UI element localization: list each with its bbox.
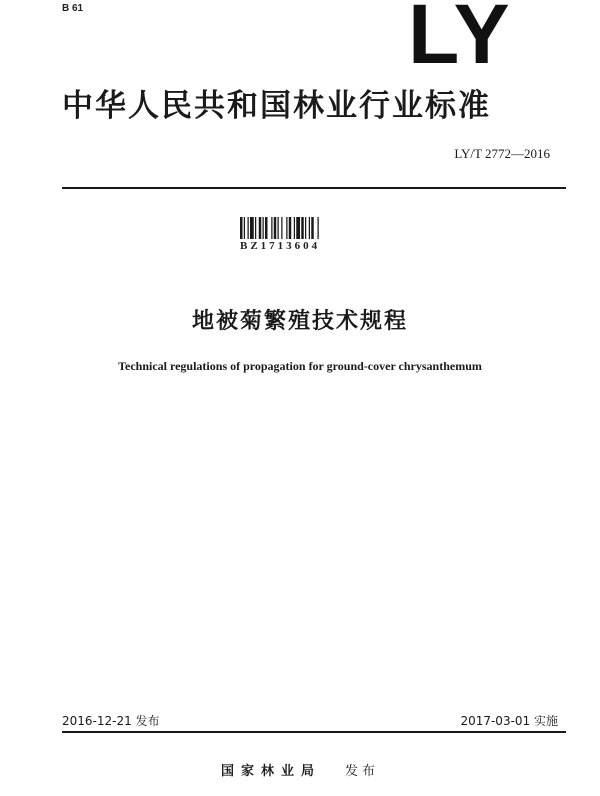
document-title-en: Technical regulations of propagation for ground-cover chrysanthemum	[118, 359, 482, 373]
issuer-name: 国家林业局	[220, 764, 321, 779]
standard-logo: LY	[408, 0, 512, 81]
barcode-block	[240, 217, 350, 252]
header-divider	[62, 187, 566, 189]
implementation-date: 2017-03-01 实施	[460, 714, 558, 728]
barcode-icon	[240, 217, 348, 239]
document-title-cn: 地被菊繁殖技术规程	[191, 309, 408, 334]
standard-category-title: 中华人民共和国林业行业标准	[62, 88, 491, 124]
classification-code: B 61	[62, 3, 84, 14]
issuer-line	[0, 760, 600, 779]
standard-number: LY/T 2772—2016	[454, 146, 550, 161]
issue-date: 2016-12-21 发布	[62, 714, 160, 728]
footer-divider	[62, 731, 566, 733]
issuer-verb: 发布	[345, 764, 380, 779]
barcode-number: BZ1713604	[240, 240, 321, 252]
